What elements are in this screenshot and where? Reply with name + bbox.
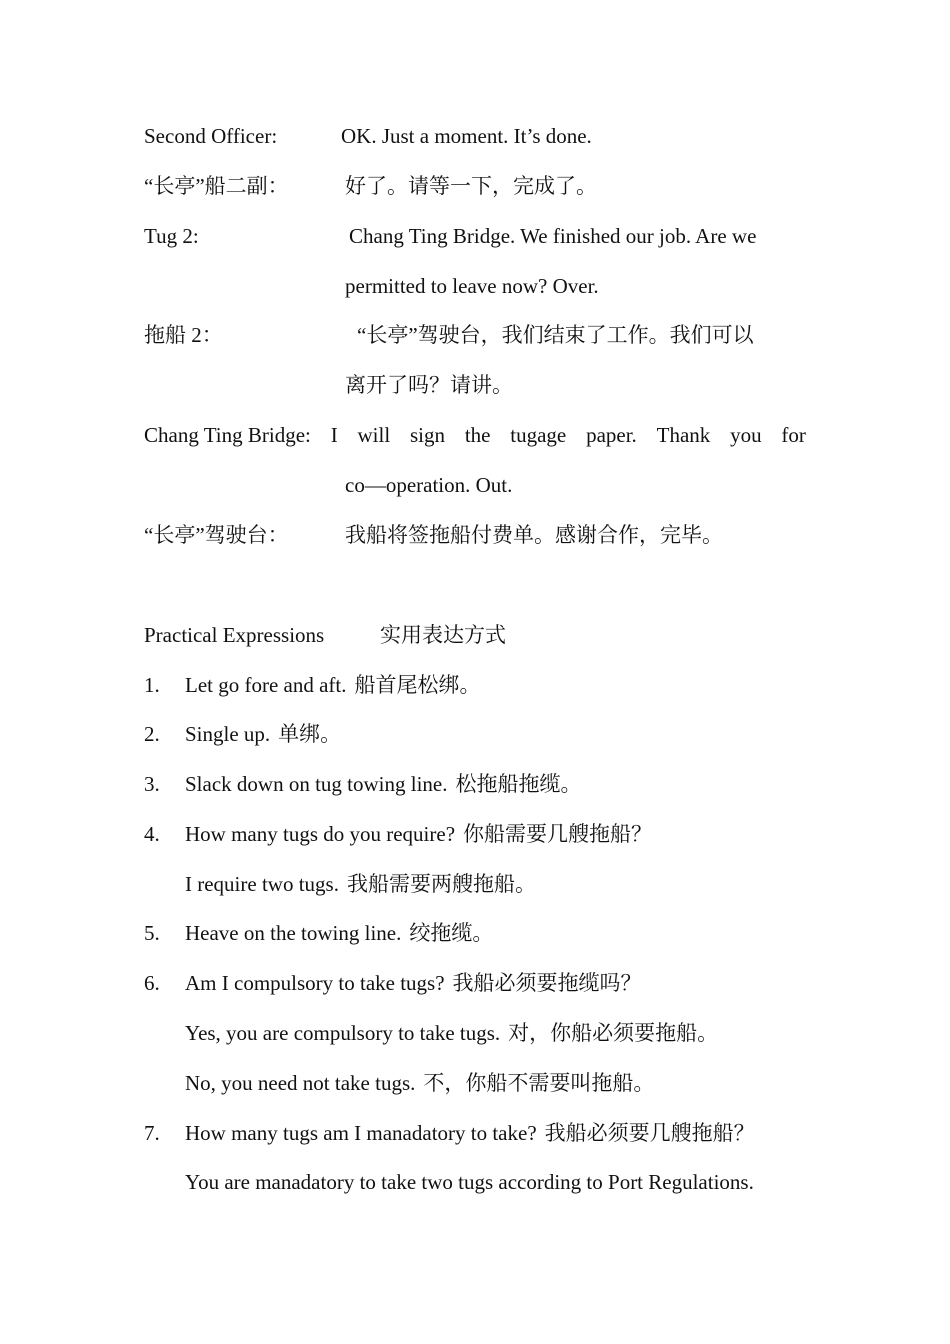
- expression-en: You are manadatory to take two tugs according to Port Regulations.: [185, 1170, 754, 1194]
- list-item: [185, 1120, 755, 1146]
- speech-text-continuation: 离开了吗？请讲。: [345, 373, 513, 397]
- expression-en: Heave on the towing line.: [185, 921, 402, 945]
- justified-dialogue-line: [144, 422, 806, 448]
- expression-en: Single up.: [185, 722, 271, 746]
- speech-text-continuation: co—operation. Out.: [345, 473, 513, 497]
- speech-text: 好了。请等一下，完成了。: [345, 174, 597, 198]
- speech-text: 我船将签拖船付费单。感谢合作，完毕。: [345, 523, 723, 547]
- expression-cn: 不，你船不需要叫拖船。: [423, 1071, 655, 1095]
- section-title-en: Practical Expressions: [144, 623, 325, 647]
- speech-word: Thank: [656, 423, 711, 447]
- list-item: [185, 821, 652, 847]
- speech-word: tugage: [510, 423, 567, 447]
- list-item: [185, 1169, 754, 1195]
- speaker-label: Second Officer:: [144, 124, 278, 148]
- expression-en: How many tugs am I manadatory to take?: [185, 1121, 537, 1145]
- expression-cn: 我船需要两艘拖船。: [346, 872, 536, 896]
- speaker-label: Tug 2:: [144, 224, 199, 248]
- list-item: [185, 920, 493, 946]
- speaker-label: “长亭”船二副：: [144, 174, 289, 198]
- expression-cn: 你船需要几艘拖船？: [463, 822, 653, 846]
- speech-text-continuation: permitted to leave now? Over.: [345, 274, 599, 298]
- speech-text: Chang Ting Bridge. We finished our job. Are we: [349, 224, 757, 248]
- speech-word: the: [464, 423, 491, 447]
- item-number: 2.: [144, 722, 160, 746]
- expression-cn: 我船必须要几艘拖船？: [544, 1121, 755, 1145]
- expression-en: Am I compulsory to take tugs?: [185, 971, 445, 995]
- expression-cn: 船首尾松绑。: [354, 673, 481, 697]
- speech-word: you: [730, 423, 762, 447]
- expression-cn: 对，你船必须要拖船。: [508, 1021, 719, 1045]
- speaker-label: 拖船 2：: [144, 323, 223, 347]
- speech-text: “长亭”驾驶台，我们结束了工作。我们可以: [357, 323, 754, 347]
- item-number: 7.: [144, 1121, 160, 1145]
- section-title-cn: 实用表达方式: [380, 623, 506, 647]
- speech-word: for: [781, 423, 806, 447]
- expression-cn: 单绑。: [278, 722, 342, 746]
- speaker-label: “长亭”驾驶台：: [144, 523, 289, 547]
- item-number: 4.: [144, 822, 160, 846]
- speech-word: will: [357, 423, 391, 447]
- expression-en: Yes, you are compulsory to take tugs.: [185, 1021, 501, 1045]
- item-number: 1.: [144, 673, 160, 697]
- speech-word: sign: [409, 423, 445, 447]
- expression-cn: 松拖船拖缆。: [455, 772, 582, 796]
- list-item: [185, 1020, 718, 1046]
- expression-cn: 我船必须要拖缆吗？: [452, 971, 642, 995]
- expression-cn: 绞拖缆。: [409, 921, 494, 945]
- speech-word: I: [330, 423, 338, 447]
- expression-en: How many tugs do you require?: [185, 822, 456, 846]
- item-number: 3.: [144, 772, 160, 796]
- list-item: [185, 721, 341, 747]
- expression-en: Slack down on tug towing line.: [185, 772, 448, 796]
- item-number: 6.: [144, 971, 160, 995]
- list-item: [185, 970, 642, 996]
- speech-word: paper.: [586, 423, 637, 447]
- list-item: [185, 871, 536, 897]
- expression-en: I require two tugs.: [185, 872, 339, 896]
- speech-text: OK. Just a moment. It’s done.: [341, 124, 592, 148]
- list-item: [185, 672, 481, 698]
- item-number: 5.: [144, 921, 160, 945]
- expression-en: No, you need not take tugs.: [185, 1071, 416, 1095]
- list-item: [185, 771, 581, 797]
- list-item: [185, 1070, 654, 1096]
- speaker-label: Chang Ting Bridge:: [144, 423, 311, 447]
- expression-en: Let go fore and aft.: [185, 673, 347, 697]
